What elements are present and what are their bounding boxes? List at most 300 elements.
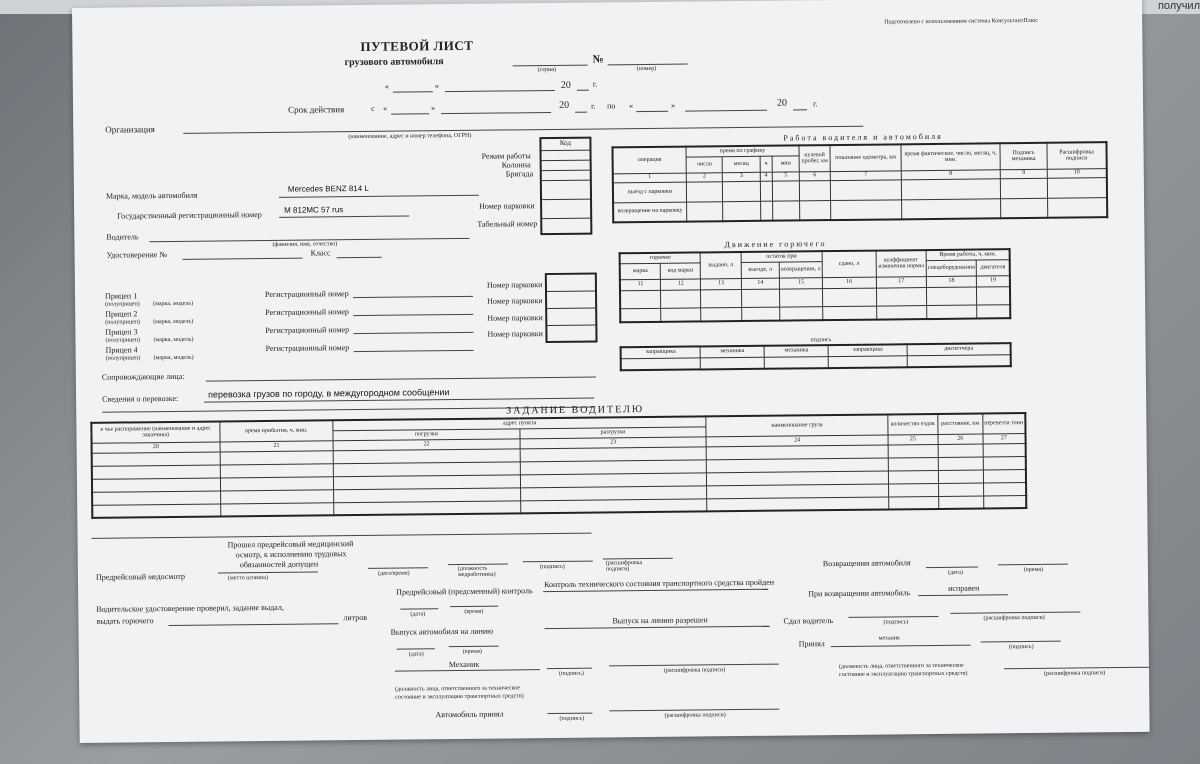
- task-num: 24: [706, 434, 887, 446]
- work-cell: [760, 201, 773, 221]
- return-label: Возвращении автомобиля: [822, 558, 911, 569]
- work-row-out: выезд с парковки: [613, 182, 687, 203]
- task-cell: [220, 463, 334, 477]
- fuel-cell: [927, 305, 977, 320]
- pre-date-line: [400, 608, 438, 609]
- task-cell: [520, 498, 707, 513]
- fuel-num: 19: [976, 275, 1009, 286]
- fuel-cell: [620, 308, 661, 322]
- validity-to: по: [607, 101, 616, 111]
- return-date-line: [926, 567, 978, 569]
- work-mode-label: Режим работы: [481, 151, 531, 161]
- work-cell: [800, 200, 831, 220]
- return-decode-hint: (расшифровка подписи): [1043, 670, 1106, 677]
- license-checked: Водительское удостоверение проверил, задание выдал,: [96, 602, 284, 614]
- task-h-qty: количество ездок: [888, 414, 938, 435]
- fuel-sign-table: [620, 342, 1012, 371]
- work-h-sign: Подпись механика: [1000, 143, 1047, 169]
- task-cell: [220, 476, 334, 490]
- fuel-sign-cell: [907, 354, 1011, 367]
- trailer-4-parking-label: Номер парковки: [487, 329, 543, 339]
- code-header: Код: [541, 139, 589, 152]
- work-h-hour: ч: [760, 156, 772, 172]
- fuel-h-issued: выдано, л: [700, 252, 741, 278]
- fuel-cell: [661, 289, 701, 307]
- serviceable-line: [918, 594, 1008, 596]
- task-cell: [92, 451, 220, 465]
- task-cell: [888, 496, 938, 510]
- mechanic-sign-line: [547, 668, 592, 669]
- tech-ok-line: [543, 589, 768, 592]
- task-cell: [888, 457, 938, 471]
- validity-to-month-line: [685, 110, 767, 112]
- fuel-num: 13: [701, 278, 741, 289]
- class-label: Класс: [310, 248, 331, 258]
- release-time-line: [449, 646, 499, 648]
- on-return-label: При возвращении автомобиль: [808, 588, 911, 599]
- task-cell: [92, 477, 220, 491]
- task-cell: [938, 469, 983, 482]
- mechanic-decode-hint: (расшифровка подписи): [663, 667, 726, 674]
- code-cell-5: [542, 200, 590, 220]
- work-num: 3: [723, 172, 760, 181]
- task-table: [90, 412, 1027, 519]
- trailer-1-label: Прицеп 1: [104, 291, 138, 301]
- date-year-prefix: 20: [560, 79, 571, 91]
- stamp-hint: (место штампа): [227, 574, 268, 582]
- trailer-3-reg-label: Регистрационный номер: [265, 325, 350, 335]
- trailer-1-sub: (полуприцеп): [105, 301, 140, 308]
- task-h-customer: в чье распоряжение (наименование и адрес заказчика): [91, 421, 219, 442]
- trailer-1-reg-label: Регистрационный номер: [264, 289, 349, 299]
- accepted-sign-hint-2: (подпись): [1008, 643, 1034, 651]
- accepted-decode-hint: (расшифровка подписи): [664, 712, 726, 719]
- fuel-issue-label: выдать горючего: [96, 616, 154, 626]
- task-cell: [983, 456, 1026, 469]
- return-time-hint: (время): [1023, 566, 1044, 574]
- series-hint: (серия): [537, 66, 557, 74]
- work-cell: [901, 178, 1000, 199]
- task-h-arrival: время прибытия, ч, мин.: [219, 420, 333, 441]
- trailer-3-model-hint: (марка, модель): [153, 336, 194, 344]
- work-cell: [1048, 197, 1108, 218]
- task-num: 23: [520, 436, 707, 448]
- validity-to-year-prefix: 20: [776, 97, 788, 109]
- car-accepted-label: Автомобиль принял: [435, 709, 504, 720]
- task-cell: [888, 483, 938, 497]
- validity-year-line: [575, 112, 587, 113]
- trailer-parking-cell-3: [547, 309, 595, 327]
- mechanic-sign-hint: (подпись): [558, 670, 584, 677]
- fuel-cell: [661, 307, 701, 321]
- task-cell: [939, 482, 984, 495]
- med-decode-hint: (расшифровка подписи): [605, 560, 643, 573]
- bottom-divider: [92, 533, 592, 539]
- med-sign-hint: (подпись): [539, 563, 565, 571]
- task-num: 27: [983, 433, 1026, 443]
- fuel-num: 17: [876, 276, 927, 288]
- work-cell: [831, 199, 902, 220]
- task-num: 22: [333, 438, 520, 450]
- fuel-cell: [741, 289, 780, 307]
- work-cell: [760, 181, 773, 201]
- fuel-cell: [701, 289, 742, 307]
- fuel-h-brand: марка: [620, 263, 661, 279]
- fuel-sign-role: механика: [700, 346, 764, 358]
- code-cell-4: [542, 181, 590, 201]
- work-num: 5: [772, 171, 799, 180]
- trailer-2-reg-label: Регистрационный номер: [265, 307, 349, 317]
- fuel-h-out: выезде, л: [741, 262, 780, 278]
- work-h-odometer: показание одометра, км: [830, 144, 901, 171]
- trailer-2-reg-line: [353, 314, 473, 316]
- return-date-hint: (дата): [947, 569, 963, 576]
- number-hint: (номер): [636, 65, 657, 73]
- fuel-h-engine: двигателя: [976, 259, 1010, 275]
- pre-time-line: [450, 606, 498, 608]
- driver-sign-line: [848, 616, 938, 618]
- fuel-cell: [977, 286, 1011, 304]
- trailer-2-model-hint: (марка, модель): [153, 318, 194, 326]
- fuel-num: 12: [661, 278, 701, 289]
- work-cell: [830, 179, 901, 200]
- vehicle-value: Mercedes BENZ 814 L: [287, 183, 369, 194]
- release-ok-line: [545, 626, 770, 629]
- datetime-line: [368, 567, 428, 569]
- validity-to-close-quote: »: [671, 100, 676, 110]
- trailer-3-parking-label: Номер парковки: [487, 313, 543, 323]
- fuel-issue-line: [168, 623, 338, 626]
- fuel-h-rest: остаток при: [741, 251, 822, 262]
- resp-hint: (должность лица, ответственного за техническое состояние и эксплуатацию транспортных средств): [395, 685, 524, 701]
- fuel-cell: [780, 306, 823, 320]
- task-cell: [983, 469, 1026, 482]
- work-cell: [902, 198, 1001, 219]
- accepted-role-line: [831, 645, 971, 647]
- release-date-hint: (дата): [408, 651, 424, 658]
- task-cell: [92, 503, 220, 517]
- reg-line: [279, 215, 409, 217]
- task-cell: [983, 495, 1026, 508]
- work-cell: [1001, 198, 1048, 218]
- return-decode-line: [1004, 667, 1149, 670]
- validity-month-line: [441, 112, 551, 114]
- fuel-num: 15: [779, 277, 822, 288]
- validity-day-line: [391, 113, 429, 114]
- work-h-schedule: время по графику: [686, 145, 799, 156]
- date-day-line: [393, 91, 433, 92]
- task-cell: [983, 443, 1026, 456]
- med-sign-line: [523, 561, 593, 563]
- fuel-sign-cell: [621, 357, 701, 370]
- trailer-2-parking-label: Номер парковки: [487, 296, 543, 306]
- trailer-4-reg-label: Регистрационный номер: [265, 343, 350, 353]
- corner-text: получил: [1157, 0, 1200, 12]
- validity-to-year-line: [793, 109, 807, 110]
- driver-decode-line: [950, 611, 1080, 613]
- transport-value: перевозка грузов по городу, в междугородном сообщении: [208, 387, 450, 400]
- page-subtitle: грузового автомобиля: [344, 56, 444, 69]
- work-cell: [772, 180, 799, 200]
- task-h-unloading: разгрузки: [520, 426, 707, 438]
- license-label: Удостоверение №: [106, 250, 167, 260]
- task-cell: [707, 496, 888, 511]
- fuel-sign-cell: [765, 356, 829, 369]
- org-label: Организация: [105, 124, 155, 135]
- work-num: 1: [613, 173, 687, 183]
- pre-date-hint: (дата): [410, 611, 426, 618]
- reg-value: М 812МС 57 rus: [284, 205, 344, 215]
- task-cell: [334, 500, 521, 515]
- class-line: [337, 257, 382, 258]
- fuel-cell: [927, 287, 977, 306]
- accepted-sign-line-2: [981, 641, 1061, 643]
- fuel-cell: [876, 305, 927, 320]
- fuel-table: [619, 248, 1012, 323]
- task-cell: [220, 450, 334, 464]
- mechanic-decode-line: [609, 664, 779, 667]
- mechanic-small: механик: [878, 635, 900, 642]
- release-label: Выпуск автомобиля на линию: [390, 626, 494, 637]
- work-num: 4: [760, 172, 772, 181]
- tab-number-label: Табельный номер: [477, 219, 538, 229]
- fuel-h-worktime: Время работы, ч, мин.: [926, 249, 1009, 260]
- fuel-h-return: возвращении, л: [779, 261, 822, 277]
- code-box: [539, 137, 592, 236]
- brigade-label: Бригада: [505, 169, 534, 179]
- fuel-sign-role: механика: [764, 345, 828, 357]
- code-cell-1: [542, 151, 590, 162]
- stamp-line: [218, 571, 318, 573]
- vehicle-line: [279, 195, 479, 198]
- release-time-hint: (время): [462, 648, 482, 655]
- fuel-sign-cell: [700, 357, 764, 370]
- date-open-quote: «: [384, 81, 389, 91]
- task-cell: [220, 502, 334, 516]
- number-sign: №: [592, 53, 604, 66]
- fuel-cell: [823, 306, 877, 321]
- med-text-1: Прошел предрейсовый медицинский: [227, 539, 354, 550]
- fuel-cell: [876, 287, 927, 306]
- work-h-operation: операция: [612, 147, 686, 174]
- work-h-decode: Расшифровка подписи: [1047, 142, 1107, 169]
- trailer-parking-cell-2: [547, 292, 595, 310]
- driver-decode-hint: (расшифровка подписи): [983, 614, 1045, 622]
- escort-line: [206, 377, 596, 382]
- mechanic-line: [395, 669, 540, 672]
- validity-to-year-suffix: г.: [812, 99, 818, 109]
- fuel-cell: [822, 288, 876, 307]
- serviceable-label: исправен: [948, 583, 980, 593]
- task-cell: [92, 490, 220, 504]
- fuel-sign-cell: [829, 355, 908, 368]
- pre-control-label: Предрейсовый (предсменный) контроль: [396, 586, 533, 597]
- work-num: 10: [1047, 168, 1107, 178]
- work-h-day: число: [686, 156, 723, 172]
- task-cell: [220, 489, 334, 503]
- release-ok: Выпуск на линию разрешен: [612, 615, 708, 626]
- task-h-tons: перевезти тонн: [982, 413, 1025, 433]
- license-line: [183, 258, 303, 260]
- validity-to-open-quote: «: [629, 101, 634, 111]
- accepted-label: Принял: [798, 639, 825, 649]
- fuel-cell: [977, 304, 1011, 318]
- date-close-quote: »: [434, 81, 439, 91]
- validity-to-day-line: [636, 111, 668, 112]
- task-num: 20: [92, 441, 220, 452]
- fuel-h-special: спецоборудования: [926, 260, 976, 277]
- trailer-3-sub: (полуприцеп): [105, 337, 141, 344]
- trailer-3-reg-line: [353, 332, 473, 334]
- task-table-title: ЗАДАНИЕ ВОДИТЕЛЮ: [506, 404, 645, 417]
- fuel-signature-label: подпись: [810, 337, 832, 344]
- work-cell: [723, 181, 760, 201]
- fuel-table-title: Движение горючего: [724, 239, 827, 250]
- trailer-1-reg-line: [353, 296, 473, 298]
- trailer-1-model-hint: (марка, модель): [153, 300, 194, 308]
- code-cell-2: [542, 161, 590, 172]
- task-cell: [983, 482, 1026, 495]
- task-cell: [888, 444, 938, 458]
- validity-year-prefix: 20: [558, 99, 570, 111]
- driver-sign-hint: (подпись): [883, 619, 909, 626]
- work-cell: [1000, 178, 1047, 198]
- work-h-mileage: нулевой пробег, км: [799, 145, 830, 171]
- task-h-dist: расстояние, км: [938, 413, 983, 433]
- release-date-line: [397, 648, 435, 649]
- consult-note: Подготовлено с использованием системы КонсультантПлюс: [884, 17, 1038, 26]
- work-num: 9: [1000, 169, 1047, 178]
- liters-label: литров: [343, 612, 368, 623]
- fuel-num: 18: [926, 276, 976, 288]
- work-cell: [686, 181, 723, 201]
- trailer-2-sub: (полуприцеп): [105, 319, 140, 326]
- med-text-3: обязанностей допущен: [239, 559, 319, 570]
- work-num: 6: [799, 171, 830, 180]
- work-h-min: мин: [772, 155, 799, 171]
- validity-close-quote: »: [431, 103, 436, 113]
- transport-label: Сведения о перевозке:: [102, 393, 179, 404]
- date-year-suffix: г.: [592, 79, 598, 89]
- driver-hint: (фамилия, имя, отчество): [272, 241, 338, 248]
- fuel-cell: [701, 307, 742, 321]
- task-num: 26: [938, 433, 983, 443]
- task-cell: [938, 456, 983, 469]
- return-resp-hint: (должность лица, ответственного за техническое состояние и эксплуатацию транспортных средств): [838, 662, 968, 678]
- date-month-line: [445, 90, 555, 92]
- fuel-cell: [741, 307, 780, 321]
- fuel-num: 11: [620, 279, 661, 290]
- datetime-hint: (дата/время): [377, 570, 410, 577]
- trailer-4-reg-line: [354, 350, 474, 352]
- validity-open-quote: «: [383, 103, 388, 113]
- work-num: 7: [830, 170, 901, 180]
- validity-year-suffix: г.: [591, 101, 596, 111]
- med-text-2: осмотр, к исполнению трудовых: [235, 549, 347, 560]
- mechanic-label: Механик: [448, 659, 480, 670]
- fuel-num: 16: [822, 277, 876, 289]
- accepted-decode-line: [609, 709, 779, 712]
- position-hint: (должность медработника): [457, 565, 496, 578]
- date-year-line: [577, 90, 589, 91]
- driver-label: Водитель: [106, 232, 139, 242]
- work-cell: [773, 200, 800, 220]
- fuel-sign-role: заправщика: [621, 346, 701, 358]
- task-cell: [938, 443, 983, 456]
- validity-label: Срок действия: [288, 104, 345, 115]
- fuel-h-handed: сдано, л: [822, 251, 876, 278]
- fuel-cell: [780, 288, 823, 306]
- fuel-h-code: код марки: [660, 262, 700, 278]
- parking-label: Номер парковки: [479, 201, 535, 211]
- code-cell-6: [542, 219, 590, 234]
- work-num: 8: [901, 169, 1000, 179]
- fuel-cell: [620, 290, 661, 308]
- waybill-sheet: [72, 0, 1150, 743]
- work-cell: [687, 201, 724, 221]
- reg-label: Государственный регистрационный номер: [117, 210, 262, 221]
- work-h-actual: время фактическое, число, месяц, ч, мин.: [901, 143, 1000, 170]
- fuel-h-coef: коэффициент изменения нормы: [876, 250, 927, 277]
- pre-time-hint: (время): [464, 608, 484, 615]
- trailer-2-label: Прицеп 2: [105, 309, 138, 319]
- task-h-address: адрес пункта: [333, 416, 706, 430]
- work-table-title: Работа водителя и автомобиля: [783, 131, 943, 143]
- trailer-4-label: Прицеп 4: [105, 345, 138, 355]
- task-num: 21: [220, 440, 334, 451]
- fuel-num: 14: [741, 278, 780, 289]
- column-label: Колонна: [501, 160, 531, 170]
- trailer-parking-cell-1: [547, 275, 595, 293]
- trailer-3-label: Прицеп 3: [105, 327, 138, 337]
- trailer-parking-box: [545, 273, 598, 344]
- task-cell: [888, 470, 938, 484]
- work-table: [611, 141, 1108, 223]
- page-title: ПУТЕВОЙ ЛИСТ: [360, 37, 474, 54]
- task-h-cargo: наименование груза: [706, 414, 888, 436]
- accepted-sign-hint: (подпись): [559, 715, 585, 722]
- escort-label: Сопровождающие лица:: [101, 371, 185, 382]
- org-hint: (наименование, адрес и номер телефона, ОГРН): [348, 132, 472, 141]
- work-cell: [799, 180, 830, 200]
- fuel-sign-role: заправщика: [828, 344, 907, 356]
- org-line: [183, 126, 863, 134]
- code-cell-3: [542, 171, 590, 182]
- tech-ok: Контроль технического состояния транспортного средства пройден: [544, 577, 775, 590]
- work-row-back: возвращение на парковку: [613, 202, 687, 223]
- work-cell: [1047, 177, 1107, 198]
- med-label: Предрейсовый медосмотр: [95, 571, 186, 582]
- return-time-line: [998, 564, 1068, 566]
- vehicle-label: Марка, модель автомобиля: [105, 190, 198, 201]
- trailer-4-sub: (полуприцеп): [105, 355, 141, 362]
- trailer-4-model-hint: (марка, модель): [153, 354, 194, 362]
- work-cell: [723, 201, 760, 221]
- fuel-sign-role: диспетчера: [907, 343, 1011, 355]
- accepted-sign-line: [547, 713, 592, 714]
- fuel-h-fuel: горючее: [620, 252, 701, 263]
- task-cell: [939, 495, 984, 508]
- trailer-1-parking-label: Номер парковки: [486, 280, 543, 290]
- work-h-month: месяц: [723, 156, 760, 172]
- work-num: 2: [686, 172, 723, 181]
- task-cell: [92, 464, 220, 478]
- task-num: 25: [888, 434, 938, 445]
- trailer-parking-cell-4: [547, 326, 595, 341]
- task-h-loading: погрузки: [333, 428, 520, 440]
- handed-driver-label: Сдал водитель: [783, 616, 834, 626]
- validity-from: с: [371, 103, 375, 113]
